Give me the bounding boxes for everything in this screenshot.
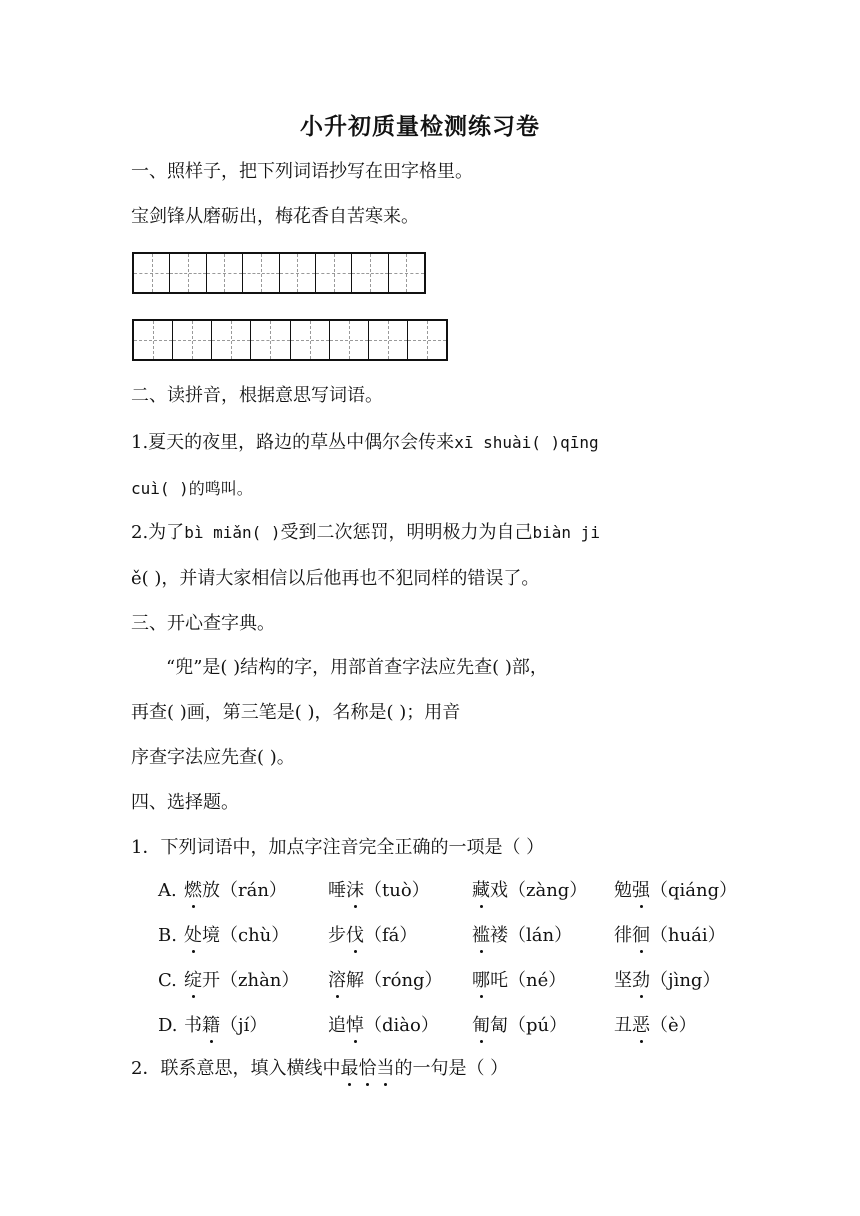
- question-text: 2.为了: [131, 522, 185, 543]
- word-rest: （huái）: [650, 925, 726, 946]
- dotted-char: 溶: [328, 970, 346, 991]
- question-text: ě( )，并请大家相信以后他再也不犯同样的错误了。: [131, 568, 540, 589]
- dotted-char: 籍: [202, 1015, 220, 1036]
- option-word: [328, 882, 430, 900]
- grid-cell[interactable]: [134, 254, 170, 292]
- dotted-char: 恰: [358, 1058, 377, 1079]
- question-text: 1.夏天的夜里，路边的草丛中偶尔会传来: [131, 432, 455, 453]
- question-text: 受到二次惩罚，明明极力为自己: [280, 522, 533, 543]
- word-rest: （tuò）: [364, 880, 430, 901]
- grid-cell[interactable]: [330, 321, 369, 359]
- grid-cell[interactable]: [389, 254, 424, 292]
- dotted-char: 劲: [632, 970, 650, 991]
- option-word: [472, 972, 566, 990]
- word-char: 丑: [614, 1015, 632, 1036]
- question-2-1-line-1: [131, 434, 599, 452]
- word-rest: （è）: [650, 1015, 697, 1036]
- word-rest: 开（zhàn）: [202, 970, 300, 991]
- option-label[interactable]: A.: [158, 880, 177, 901]
- pinyin-text: bì miǎn( ): [184, 523, 281, 542]
- grid-cell[interactable]: [316, 254, 352, 292]
- question-text: 2．联系意思，填入横线中: [131, 1058, 341, 1079]
- question-2-2-line-2: [131, 570, 539, 588]
- pinyin-text: xī shuài( )qīng: [454, 433, 599, 452]
- word-rest: （jìng）: [650, 970, 721, 991]
- dictionary-line-3: 序查字法应先查( )。: [131, 747, 295, 768]
- option-label[interactable]: D.: [158, 1015, 178, 1036]
- word-char: 坚: [614, 970, 632, 991]
- grid-cell[interactable]: [251, 321, 290, 359]
- dictionary-line-2: 再查( )画，第三笔是( )，名称是( )；用音: [131, 702, 461, 723]
- word-rest: （jí）: [220, 1015, 268, 1036]
- dotted-char: 伐: [346, 925, 364, 946]
- dotted-char: 藏: [472, 880, 490, 901]
- dotted-char: 绽: [184, 970, 202, 991]
- dotted-char: 悼: [346, 1015, 364, 1036]
- dotted-char: 最: [340, 1058, 359, 1079]
- word-rest: （diào）: [364, 1015, 439, 1036]
- option-word: [328, 927, 417, 945]
- section-2-heading: 二、读拼音，根据意思写词语。: [131, 385, 383, 406]
- option-word: [614, 972, 720, 990]
- section-1-heading: 一、照样子，把下列词语抄写在田字格里。: [131, 161, 473, 182]
- option-word: [614, 1017, 697, 1035]
- word-rest: 解（róng）: [346, 970, 443, 991]
- dotted-char: 匍: [472, 1015, 490, 1036]
- section-3-heading: 三、开心查字典。: [131, 613, 275, 634]
- section-4-heading: 四、选择题。: [131, 792, 239, 813]
- word-rest: 放（rán）: [202, 880, 287, 901]
- dotted-char: 处: [184, 925, 202, 946]
- dotted-char: 燃: [184, 880, 202, 901]
- choice-question-1: 1．下列词语中，加点字注音完全正确的一项是（ ）: [131, 837, 545, 858]
- grid-cell[interactable]: [173, 321, 212, 359]
- option-word: [472, 927, 572, 945]
- grid-cell[interactable]: [280, 254, 316, 292]
- question-2-2-line-1: [131, 524, 600, 542]
- choice-question-2: [131, 1060, 508, 1078]
- word-rest: （qiáng）: [650, 880, 738, 901]
- dotted-char: 褴: [472, 925, 490, 946]
- dotted-char: 徊: [632, 925, 650, 946]
- option-word: [472, 882, 587, 900]
- word-rest: 吒（né）: [490, 970, 567, 991]
- question-2-1-line-2: [131, 480, 253, 498]
- dotted-char: 强: [632, 880, 650, 901]
- word-char: 追: [328, 1015, 346, 1036]
- dictionary-line-1: “兜”是( )结构的字，用部首查字法应先查( )部，: [166, 657, 548, 678]
- option-word: [472, 1017, 567, 1035]
- question-text: 的一句是（ ）: [394, 1058, 509, 1079]
- grid-cell[interactable]: [369, 321, 408, 359]
- grid-cell[interactable]: [134, 321, 173, 359]
- sample-sentence: 宝剑锋从磨砺出，梅花香自苦寒来。: [131, 206, 419, 227]
- grid-cell[interactable]: [243, 254, 279, 292]
- dotted-char: 恶: [632, 1015, 650, 1036]
- option-word: [184, 927, 289, 945]
- dotted-char: 哪: [472, 970, 490, 991]
- word-char: 步: [328, 925, 346, 946]
- dotted-char: 沫: [346, 880, 364, 901]
- word-rest: （fá）: [364, 925, 418, 946]
- pinyin-text: biàn ji: [532, 523, 600, 542]
- word-rest: 戏（zàng）: [490, 880, 588, 901]
- grid-cell[interactable]: [170, 254, 206, 292]
- tianzige-grid-1[interactable]: [132, 252, 426, 294]
- option-word: [614, 927, 726, 945]
- tianzige-grid-2[interactable]: [132, 319, 448, 361]
- option-label[interactable]: B.: [158, 925, 177, 946]
- word-rest: 匐（pú）: [490, 1015, 568, 1036]
- option-word: [184, 972, 299, 990]
- grid-cell[interactable]: [291, 321, 330, 359]
- word-char: 徘: [614, 925, 632, 946]
- option-word: [328, 1017, 439, 1035]
- option-word: [614, 882, 737, 900]
- grid-cell[interactable]: [408, 321, 446, 359]
- word-char: 书: [184, 1015, 202, 1036]
- word-char: 勉: [614, 880, 632, 901]
- pinyin-text: cuì( )的鸣叫。: [131, 479, 253, 498]
- word-char: 唾: [328, 880, 346, 901]
- page-title: 小升初质量检测练习卷: [300, 114, 540, 140]
- word-rest: 境（chù）: [202, 925, 290, 946]
- option-word: [184, 882, 287, 900]
- grid-cell[interactable]: [212, 321, 251, 359]
- grid-cell[interactable]: [207, 254, 243, 292]
- option-word: [184, 1017, 267, 1035]
- dotted-char: 当: [376, 1058, 395, 1079]
- option-word: [328, 972, 443, 990]
- option-label[interactable]: C.: [158, 970, 177, 991]
- grid-cell[interactable]: [352, 254, 388, 292]
- word-rest: 褛（lán）: [490, 925, 573, 946]
